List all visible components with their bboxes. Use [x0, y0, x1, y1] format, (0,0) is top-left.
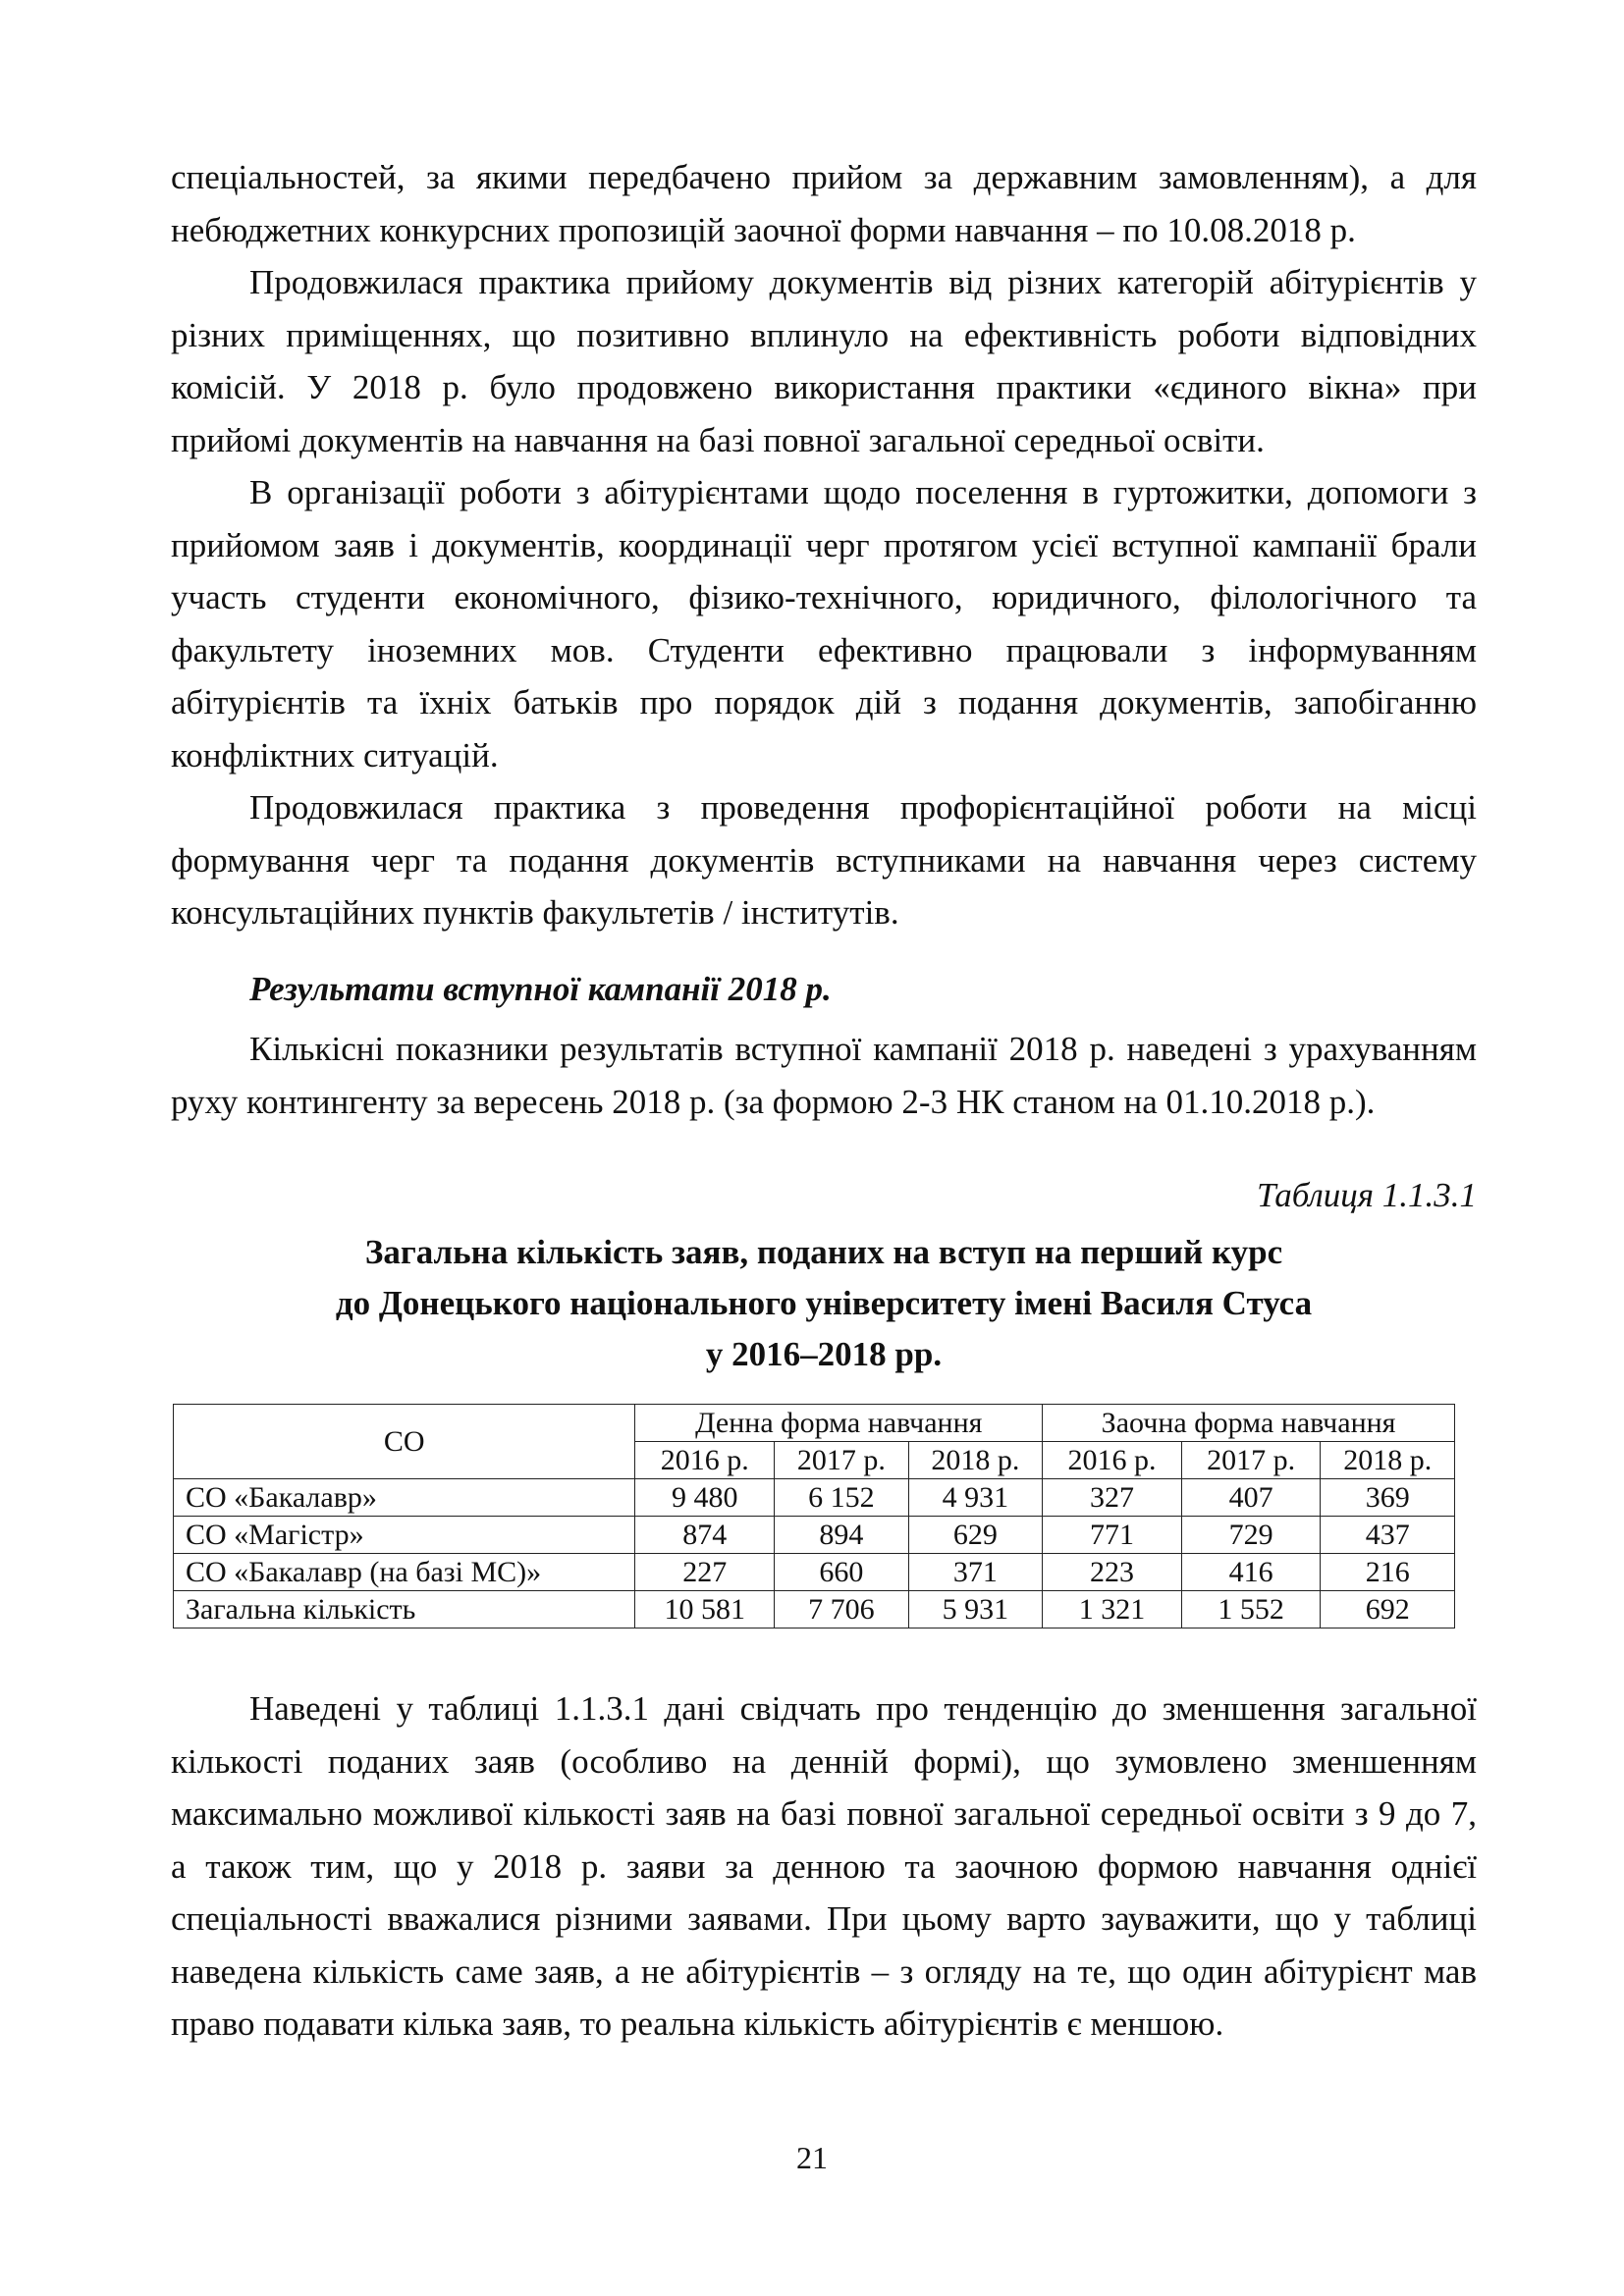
table-cell: 407	[1181, 1479, 1321, 1517]
group-header-fulltime: Денна форма навчання	[635, 1405, 1043, 1442]
table-cell: 10 581	[635, 1591, 775, 1629]
table-title-line-2: до Донецького національного університету імені Василя Стуса	[335, 1284, 1313, 1322]
table-cell: 6 152	[775, 1479, 909, 1517]
table-cell: 874	[635, 1517, 775, 1554]
table-row	[174, 1554, 1455, 1591]
section-text-block	[171, 1023, 1477, 1128]
table-cell: 437	[1321, 1517, 1455, 1554]
year-header: 2018 р.	[1321, 1442, 1455, 1479]
group-header-parttime: Заочна форма навчання	[1043, 1405, 1455, 1442]
intro-paragraph-continued: спеціальностей, за якими передбачено прийом за державним замовленням), а для небюджетних конкурсних пропозицій заочної форми навчання – по 10.08.2018 р.	[171, 158, 1477, 249]
table-cell: 894	[775, 1517, 909, 1554]
page-number: 21	[796, 2140, 828, 2175]
row-label: СО «Магістр»	[174, 1517, 635, 1554]
table-cell: 9 480	[635, 1479, 775, 1517]
table-cell: 371	[908, 1554, 1043, 1591]
year-header: 2017 р.	[1181, 1442, 1321, 1479]
row-label: СО «Бакалавр»	[174, 1479, 635, 1517]
table-cell: 1 552	[1181, 1591, 1321, 1629]
table-row-total	[174, 1591, 1455, 1629]
year-header: 2018 р.	[908, 1442, 1043, 1479]
table-cell: 327	[1043, 1479, 1182, 1517]
paragraph-student-volunteers: В організації роботи з абітурієнтами щодо поселення в гуртожитки, допомоги з прийомом заяв і документів, координації черг протягом усієї вступної кампанії брали участь студенти економічного, фізико-технічного, юридичного, філологічного та факультету іноземних мов. Студенти ефективно працювали з інформуванням абітурієнтів та їхніх батьків про порядок дій з подання документів, запобіганню конфліктних ситуацій.	[171, 473, 1477, 774]
table-cell: 629	[908, 1517, 1043, 1554]
corner-header: СО	[174, 1405, 635, 1479]
table-cell: 4 931	[908, 1479, 1043, 1517]
conclusion-text-block	[171, 1682, 1477, 2051]
table-row	[174, 1479, 1455, 1517]
applications-table	[173, 1404, 1455, 1629]
row-label: СО «Бакалавр (на базі МС)»	[174, 1554, 635, 1591]
table-title-line-3: у 2016–2018 рр.	[705, 1335, 943, 1373]
table-cell: 216	[1321, 1554, 1455, 1591]
paragraph-career-guidance: Продовжилася практика з проведення профорієнтаційної роботи на місці формування черг та подання документів вступниками на навчання через систему консультаційних пунктів факультетів / інститутів.	[171, 788, 1477, 932]
year-header: 2016 р.	[635, 1442, 775, 1479]
year-header: 2017 р.	[775, 1442, 909, 1479]
conclusion-paragraph: Наведені у таблиці 1.1.3.1 дані свідчать про тенденцію до зменшення загальної кількості поданих заяв (особливо на денній формі), що зумовлено зменшенням максимально можливої кількості заяв на базі повної загальної середньої освіти з 9 до 7, а також тим, що у 2018 р. заяви за денною та заочною формою навчання однієї спеціальності вважалися різними заявами. При цьому варто зауважити, що у таблиці наведена кількість саме заяв, а не абітурієнтів – з огляду на те, що один абітурієнт мав право подавати кілька заяв, то реальна кількість абітурієнтів є меншою.	[171, 1689, 1477, 2043]
table-header-row-groups	[174, 1405, 1455, 1442]
table-title	[171, 1227, 1477, 1380]
table-cell: 729	[1181, 1517, 1321, 1554]
table-title-line-1: Загальна кількість заяв, поданих на вступ на перший курс	[364, 1233, 1283, 1271]
table-cell: 7 706	[775, 1591, 909, 1629]
table-cell: 416	[1181, 1554, 1321, 1591]
table-cell: 223	[1043, 1554, 1182, 1591]
table-row	[174, 1517, 1455, 1554]
section-paragraph: Кількісні показники результатів вступної кампанії 2018 р. наведені з урахуванням руху контингенту за вересень 2018 р. (за формою 2-3 НК станом на 01.10.2018 р.).	[171, 1030, 1477, 1121]
table-cell: 369	[1321, 1479, 1455, 1517]
table-cell: 5 931	[908, 1591, 1043, 1629]
table-cell: 660	[775, 1554, 909, 1591]
table-cell: 692	[1321, 1591, 1455, 1629]
top-text-block	[171, 151, 1477, 939]
table-cell: 1 321	[1043, 1591, 1182, 1629]
table-cell: 227	[635, 1554, 775, 1591]
year-header: 2016 р.	[1043, 1442, 1182, 1479]
table-cell: 771	[1043, 1517, 1182, 1554]
row-label: Загальна кількість	[174, 1591, 635, 1629]
table-label: Таблиця 1.1.3.1	[1257, 1176, 1477, 1214]
section-heading: Результати вступної кампанії 2018 р.	[249, 970, 832, 1008]
paragraph-document-intake: Продовжилася практика прийому документів від різних категорій абітурієнтів у різних приміщеннях, що позитивно вплинуло на ефективність роботи відповідних комісій. У 2018 р. було продовжено використання практики «єдиного вікна» при прийомі документів на навчання на базі повної загальної середньої освіти.	[171, 263, 1477, 459]
